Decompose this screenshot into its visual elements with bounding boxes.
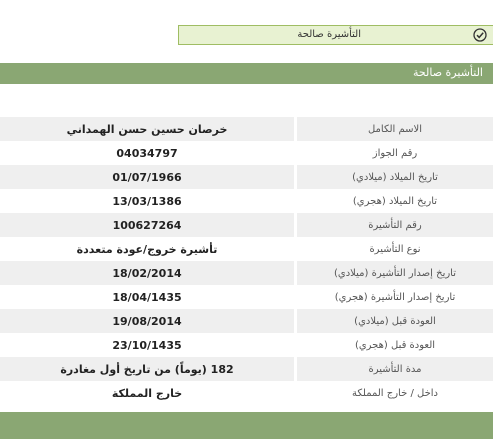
row-label-cell xyxy=(297,165,493,189)
row-label-cell xyxy=(297,381,493,405)
row-value-cell xyxy=(0,213,294,237)
row-label: الاسم الكامل xyxy=(367,123,423,135)
row-label-cell xyxy=(297,189,493,213)
row-value: 18/02/2014 xyxy=(112,266,182,280)
visa-details-table xyxy=(0,117,493,405)
check-circle-icon xyxy=(473,28,487,42)
row-value: 23/10/1435 xyxy=(112,338,182,352)
row-value-cell xyxy=(0,285,294,309)
row-label: رقم الجواز xyxy=(372,147,418,159)
row-value: 01/07/1966 xyxy=(112,170,182,184)
row-value: تأشيرة خروج/عودة متعددة xyxy=(76,242,218,256)
row-label-cell xyxy=(297,285,493,309)
row-value-cell xyxy=(0,141,294,165)
row-value: 13/03/1386 xyxy=(112,194,182,208)
row-label: تاريخ الميلاد (هجري) xyxy=(352,195,438,207)
banner-text: التأشيرة صالحة xyxy=(297,29,361,40)
row-label: العودة قبل (هجري) xyxy=(354,339,436,351)
row-label-cell xyxy=(297,261,493,285)
table-row xyxy=(0,285,493,309)
table-row xyxy=(0,237,493,261)
row-value: 100627264 xyxy=(112,218,182,232)
table-row xyxy=(0,309,493,333)
footer-bar xyxy=(0,412,493,439)
section-header xyxy=(0,63,493,84)
row-value-cell xyxy=(0,165,294,189)
status-banner xyxy=(178,25,493,45)
table-row xyxy=(0,213,493,237)
table-row xyxy=(0,261,493,285)
row-label-cell xyxy=(297,237,493,261)
row-value-cell xyxy=(0,309,294,333)
table-row xyxy=(0,381,493,405)
row-label: داخل / خارج المملكة xyxy=(352,387,438,399)
table-row xyxy=(0,189,493,213)
row-label-cell xyxy=(297,333,493,357)
row-label-cell xyxy=(297,309,493,333)
row-value: 18/04/1435 xyxy=(112,290,182,304)
table-row xyxy=(0,357,493,381)
row-label-cell xyxy=(297,357,493,381)
row-value: 19/08/2014 xyxy=(112,314,182,328)
table-row xyxy=(0,333,493,357)
row-value: 04034797 xyxy=(116,146,178,160)
row-value-cell xyxy=(0,237,294,261)
row-label-cell xyxy=(297,141,493,165)
table-row xyxy=(0,165,493,189)
row-value-cell xyxy=(0,333,294,357)
row-label: نوع التأشيرة xyxy=(369,243,421,255)
row-label-cell xyxy=(297,213,493,237)
row-label: تاريخ الميلاد (ميلادي) xyxy=(352,171,438,183)
table-row xyxy=(0,117,493,141)
section-title: التأشيرة صالحة xyxy=(413,66,483,79)
row-value: خرصان حسين حسن الهمداني xyxy=(66,122,228,136)
row-value-cell xyxy=(0,381,294,405)
row-label: مدة التأشيرة xyxy=(368,363,422,375)
row-value: 182 (يوماً) من تاريخ أول مغادرة xyxy=(60,362,234,376)
row-label: تاريخ إصدار التأشيرة (ميلادي) xyxy=(333,267,457,279)
row-label: رقم التأشيرة xyxy=(368,219,422,231)
row-value-cell xyxy=(0,261,294,285)
row-label: تاريخ إصدار التأشيرة (هجري) xyxy=(334,291,456,303)
row-value-cell xyxy=(0,357,294,381)
row-value-cell xyxy=(0,189,294,213)
table-row xyxy=(0,141,493,165)
row-label: العودة قبل (ميلادي) xyxy=(354,315,436,327)
row-value: خارج المملكة xyxy=(111,386,183,400)
row-value-cell xyxy=(0,117,294,141)
row-label-cell xyxy=(297,117,493,141)
